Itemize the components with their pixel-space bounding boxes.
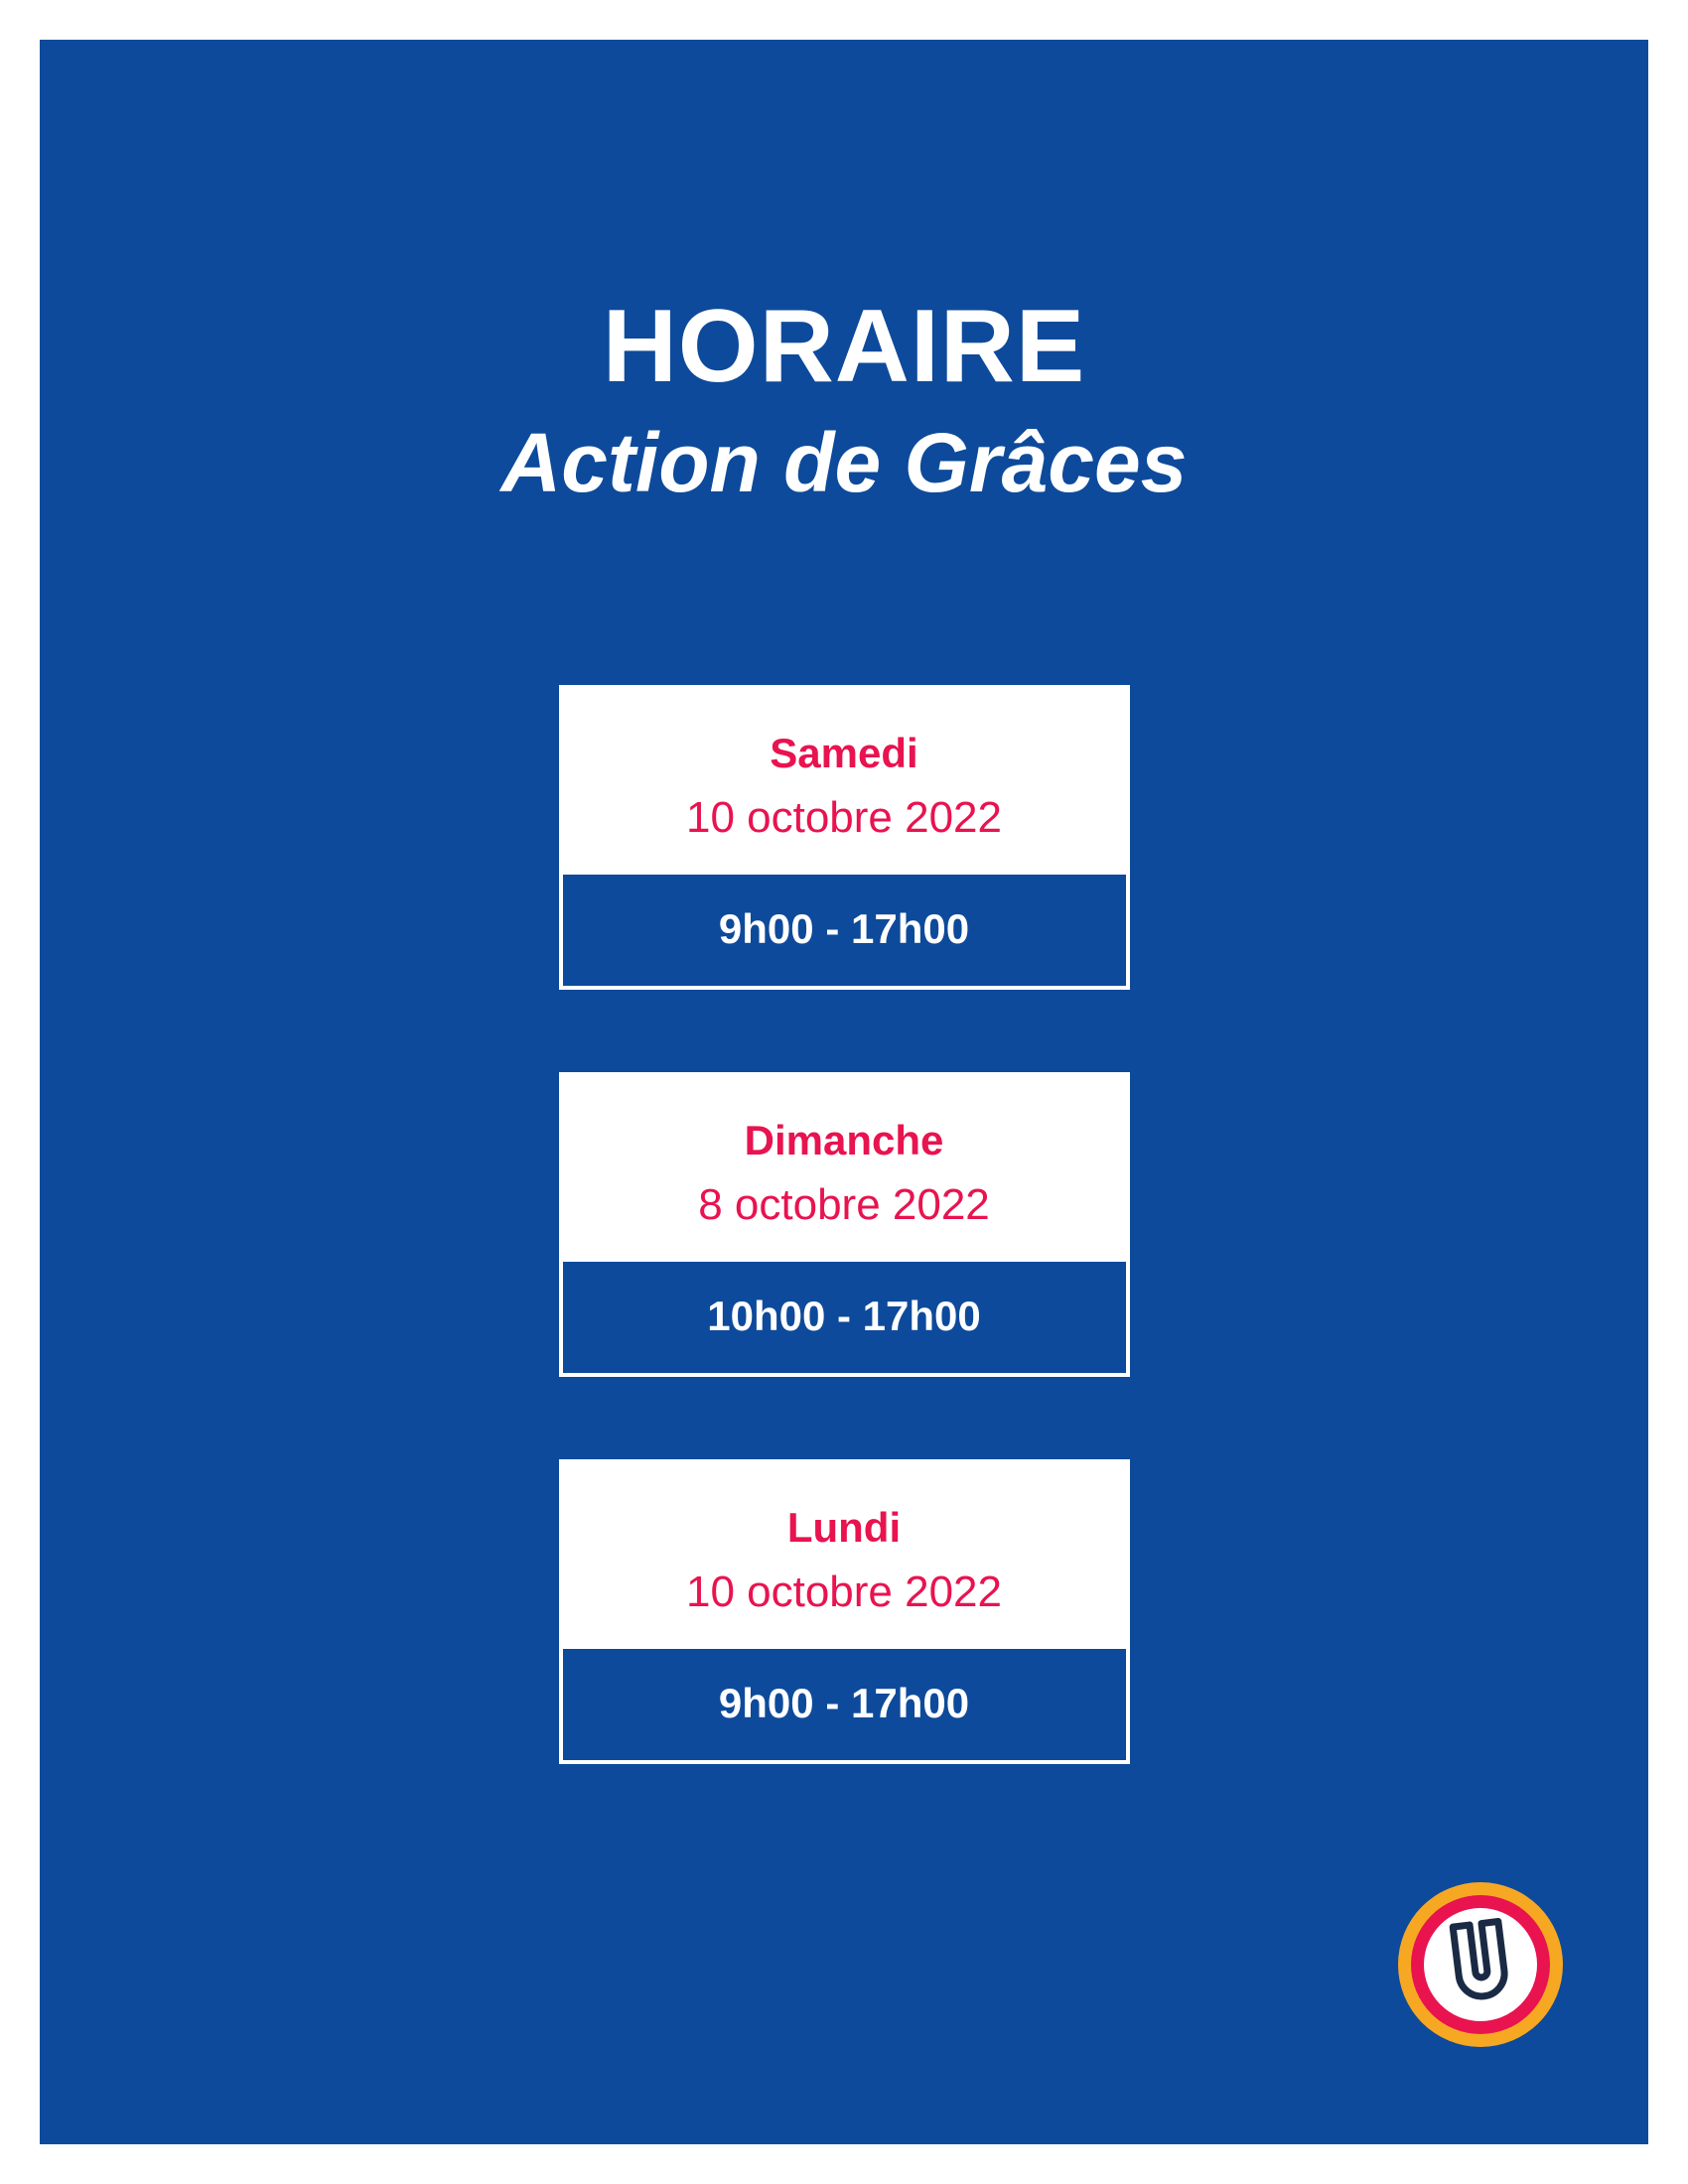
schedule-card [559,1072,1130,1377]
schedule-card-list [40,685,1648,1846]
schedule-card [559,1459,1130,1764]
schedule-card-day: Samedi [770,730,918,776]
schedule-card [559,685,1130,990]
schedule-card-date: 10 octobre 2022 [685,1568,1003,1617]
schedule-card-hours [563,875,1126,986]
schedule-card-date: 10 octobre 2022 [685,793,1003,843]
schedule-card-day: Lundi [786,1503,902,1551]
schedule-card-header [563,1463,1126,1649]
page-title: HORAIRE [602,289,1086,404]
poster-canvas [40,40,1648,2144]
brand-logo [1396,1880,1565,2049]
u-logo-icon [1396,1880,1565,2049]
page-subtitle: Action de Grâces [500,416,1188,510]
schedule-card-header [563,689,1126,875]
schedule-card-hours-text: 10h00 - 17h00 [707,1292,981,1339]
schedule-card-date: 8 octobre 2022 [698,1180,990,1230]
schedule-card-hours [563,1649,1126,1760]
schedule-card-hours-text: 9h00 - 17h00 [718,904,970,952]
schedule-card-header [563,1076,1126,1262]
title-block [40,289,1648,511]
schedule-card-hours [563,1262,1126,1373]
schedule-card-day: Dimanche [744,1116,944,1163]
schedule-card-hours-text: 9h00 - 17h00 [718,1679,970,1726]
